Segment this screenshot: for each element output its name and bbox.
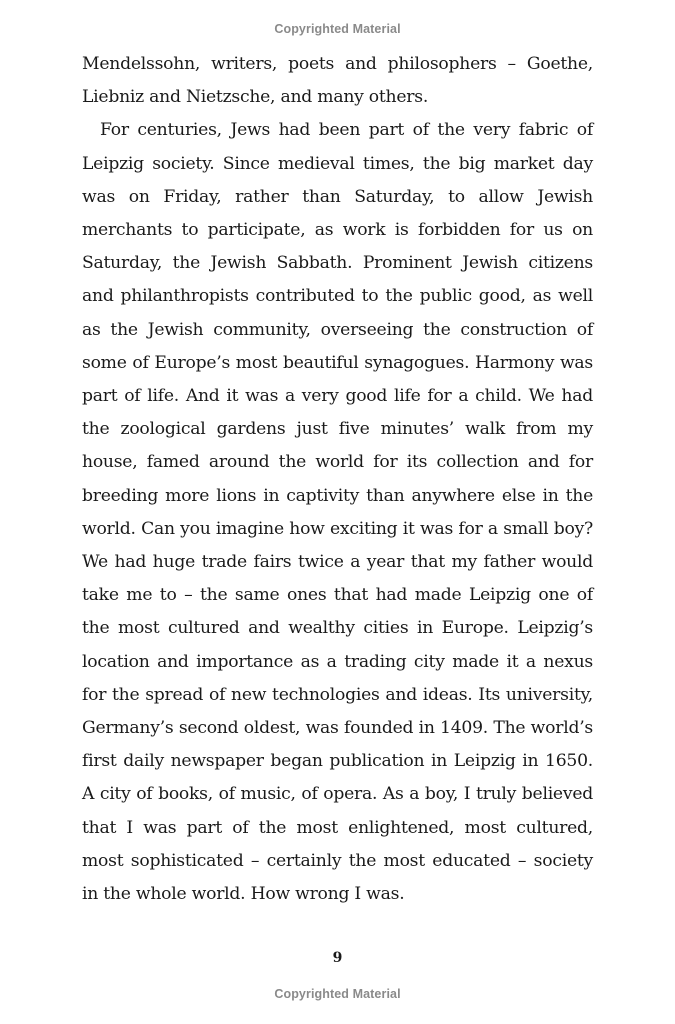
page-number: 9 bbox=[332, 950, 343, 966]
paragraph-continued: Mendelssohn, writers, poets and philosophers – Goethe, Liebniz and Nietzsche, and many others. bbox=[82, 54, 593, 108]
copyright-watermark-bottom: Copyrighted Material bbox=[274, 987, 401, 1001]
paragraph: For centuries, Jews had been part of the very fabric of Leipzig society. Since medieval times, the big market day was on Friday, rather than Saturday, to allow Jewish merchants to participate, as work is forbidden for us on Saturday, the Jewish Sabbath. Prominent Jewish citizens and philanthropists contributed to the public good, as well as the Jewish community, overseeing the construction of some of Europe’s most beautiful synagogues. Harmony was part of life. And it was a very good life for a child. We had the zoological gardens just five minutes’ walk from my house, famed around the world for its collection and for breeding more lions in captivity than anywhere else in the world. Can you imagine how exciting it was for a small boy? We had huge trade fairs twice a year that my father would take me to – the same ones that had made Leipzig one of the most cultured and wealthy cities in Europe. Leipzig’s location and importance as a trading city made it a nexus for the spread of new technologies and ideas. Its university, Germany’s second oldest, was founded in 1409. The world’s first daily newspaper began publication in Leipzig in 1650. A city of books, of music, of opera. As a boy, I truly believed that I was part of the most enlightened, most cultured, most sophisticated – certainly the most educated – society in the whole world. How wrong I was. bbox=[82, 120, 593, 905]
copyright-watermark-top: Copyrighted Material bbox=[274, 22, 401, 36]
body-text bbox=[82, 48, 593, 911]
